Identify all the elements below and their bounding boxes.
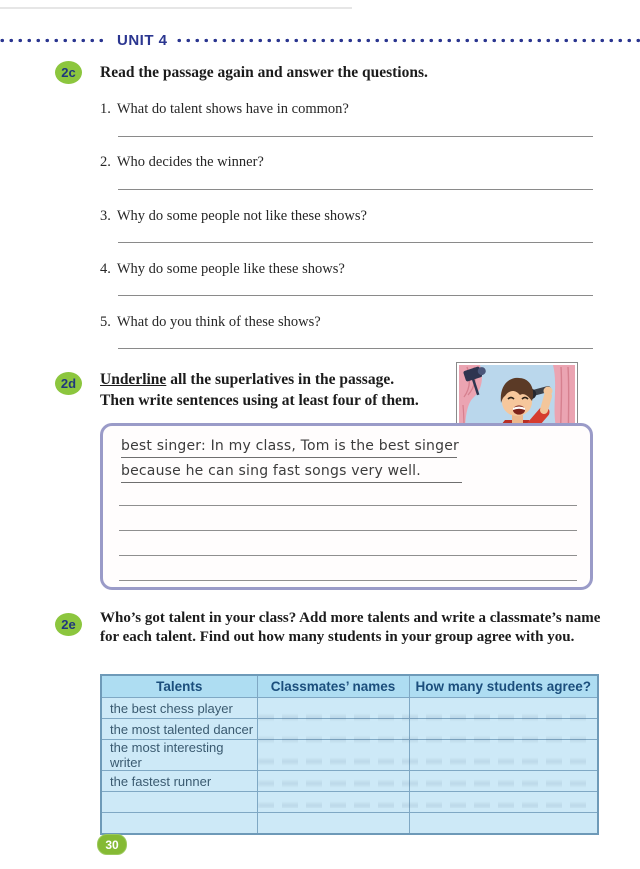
agree-cell[interactable] xyxy=(409,719,598,740)
agree-cell[interactable] xyxy=(409,698,598,719)
name-cell[interactable] xyxy=(257,792,409,813)
answer-line-1[interactable] xyxy=(118,136,593,137)
agree-cell[interactable] xyxy=(409,813,598,835)
agree-cell[interactable] xyxy=(409,771,598,792)
talent-cell: the fastest runner xyxy=(101,771,257,792)
col-header-agree: How many students agree? xyxy=(409,675,598,698)
talent-cell: the most talented dancer xyxy=(101,719,257,740)
question-number: 2. xyxy=(100,154,111,170)
table-row xyxy=(101,719,598,740)
heading-underlined-word: Underline xyxy=(100,371,167,388)
question-text: Why do some people like these shows? xyxy=(116,261,345,277)
section-badge-2d: 2d xyxy=(55,372,82,395)
question-3 xyxy=(100,208,594,225)
section-2e-heading: Who’s got talent in your class? Add more talents and write a classmate’s name for each talent. Find out how many students in your group agree with you. xyxy=(100,610,601,645)
table-row xyxy=(101,771,598,792)
answer-line-4[interactable] xyxy=(118,295,593,296)
written-underline-1 xyxy=(121,457,457,458)
name-cell[interactable] xyxy=(257,771,409,792)
blank-write-line[interactable] xyxy=(119,505,577,506)
question-text: Who decides the winner? xyxy=(116,154,264,170)
talent-cell[interactable] xyxy=(101,813,257,835)
answer-line-5[interactable] xyxy=(118,348,593,349)
question-text: Why do some people not like these shows? xyxy=(116,208,367,224)
section-2d-heading xyxy=(100,369,452,411)
answer-line-2[interactable] xyxy=(118,189,593,190)
agree-cell[interactable] xyxy=(409,792,598,813)
col-header-classmates: Classmates’ names xyxy=(257,675,409,698)
written-answer-line2: because he can sing fast songs very well. xyxy=(121,463,421,479)
talent-cell: the best chess player xyxy=(101,698,257,719)
question-2 xyxy=(100,154,594,171)
question-text: What do talent shows have in common? xyxy=(116,101,349,117)
name-cell[interactable] xyxy=(257,740,409,771)
talent-table xyxy=(100,674,599,835)
heading-rest: all the superlatives in the passage. xyxy=(166,371,395,388)
section-badge-2e: 2e xyxy=(55,613,82,636)
answer-line-3[interactable] xyxy=(118,242,593,243)
table-row xyxy=(101,740,598,771)
talent-cell[interactable] xyxy=(101,792,257,813)
question-1 xyxy=(100,101,594,118)
unit-title: UNIT 4 xyxy=(117,31,168,49)
dotted-rule-right xyxy=(177,38,640,43)
section-2c-heading: Read the passage again and answer the questions. xyxy=(100,64,428,81)
blank-write-line[interactable] xyxy=(119,555,577,556)
col-header-talents: Talents xyxy=(101,675,257,698)
blank-write-line[interactable] xyxy=(119,580,577,581)
dotted-rule-left xyxy=(0,38,108,43)
superlatives-answer-box xyxy=(100,423,593,590)
question-4 xyxy=(100,261,594,278)
unit-header xyxy=(0,31,640,49)
page-number-badge: 30 xyxy=(97,834,127,855)
question-number: 5. xyxy=(100,314,111,330)
question-number: 1. xyxy=(100,101,111,117)
question-5 xyxy=(100,314,594,331)
name-cell[interactable] xyxy=(257,698,409,719)
written-underline-2 xyxy=(121,482,462,483)
name-cell[interactable] xyxy=(257,719,409,740)
question-number: 3. xyxy=(100,208,111,224)
blank-write-line[interactable] xyxy=(119,530,577,531)
table-row xyxy=(101,813,598,835)
talent-cell: the most interesting writer xyxy=(101,740,257,771)
table-row xyxy=(101,698,598,719)
table-header-row xyxy=(101,675,598,698)
table-row xyxy=(101,792,598,813)
section-badge-2c: 2c xyxy=(55,61,82,84)
name-cell[interactable] xyxy=(257,813,409,835)
heading-line2: Then write sentences using at least four of them. xyxy=(100,392,419,409)
scan-artifact xyxy=(0,7,352,9)
written-answer-line1: best singer: In my class, Tom is the best singer xyxy=(121,438,459,454)
question-number: 4. xyxy=(100,261,111,277)
agree-cell[interactable] xyxy=(409,740,598,771)
question-text: What do you think of these shows? xyxy=(116,314,321,330)
